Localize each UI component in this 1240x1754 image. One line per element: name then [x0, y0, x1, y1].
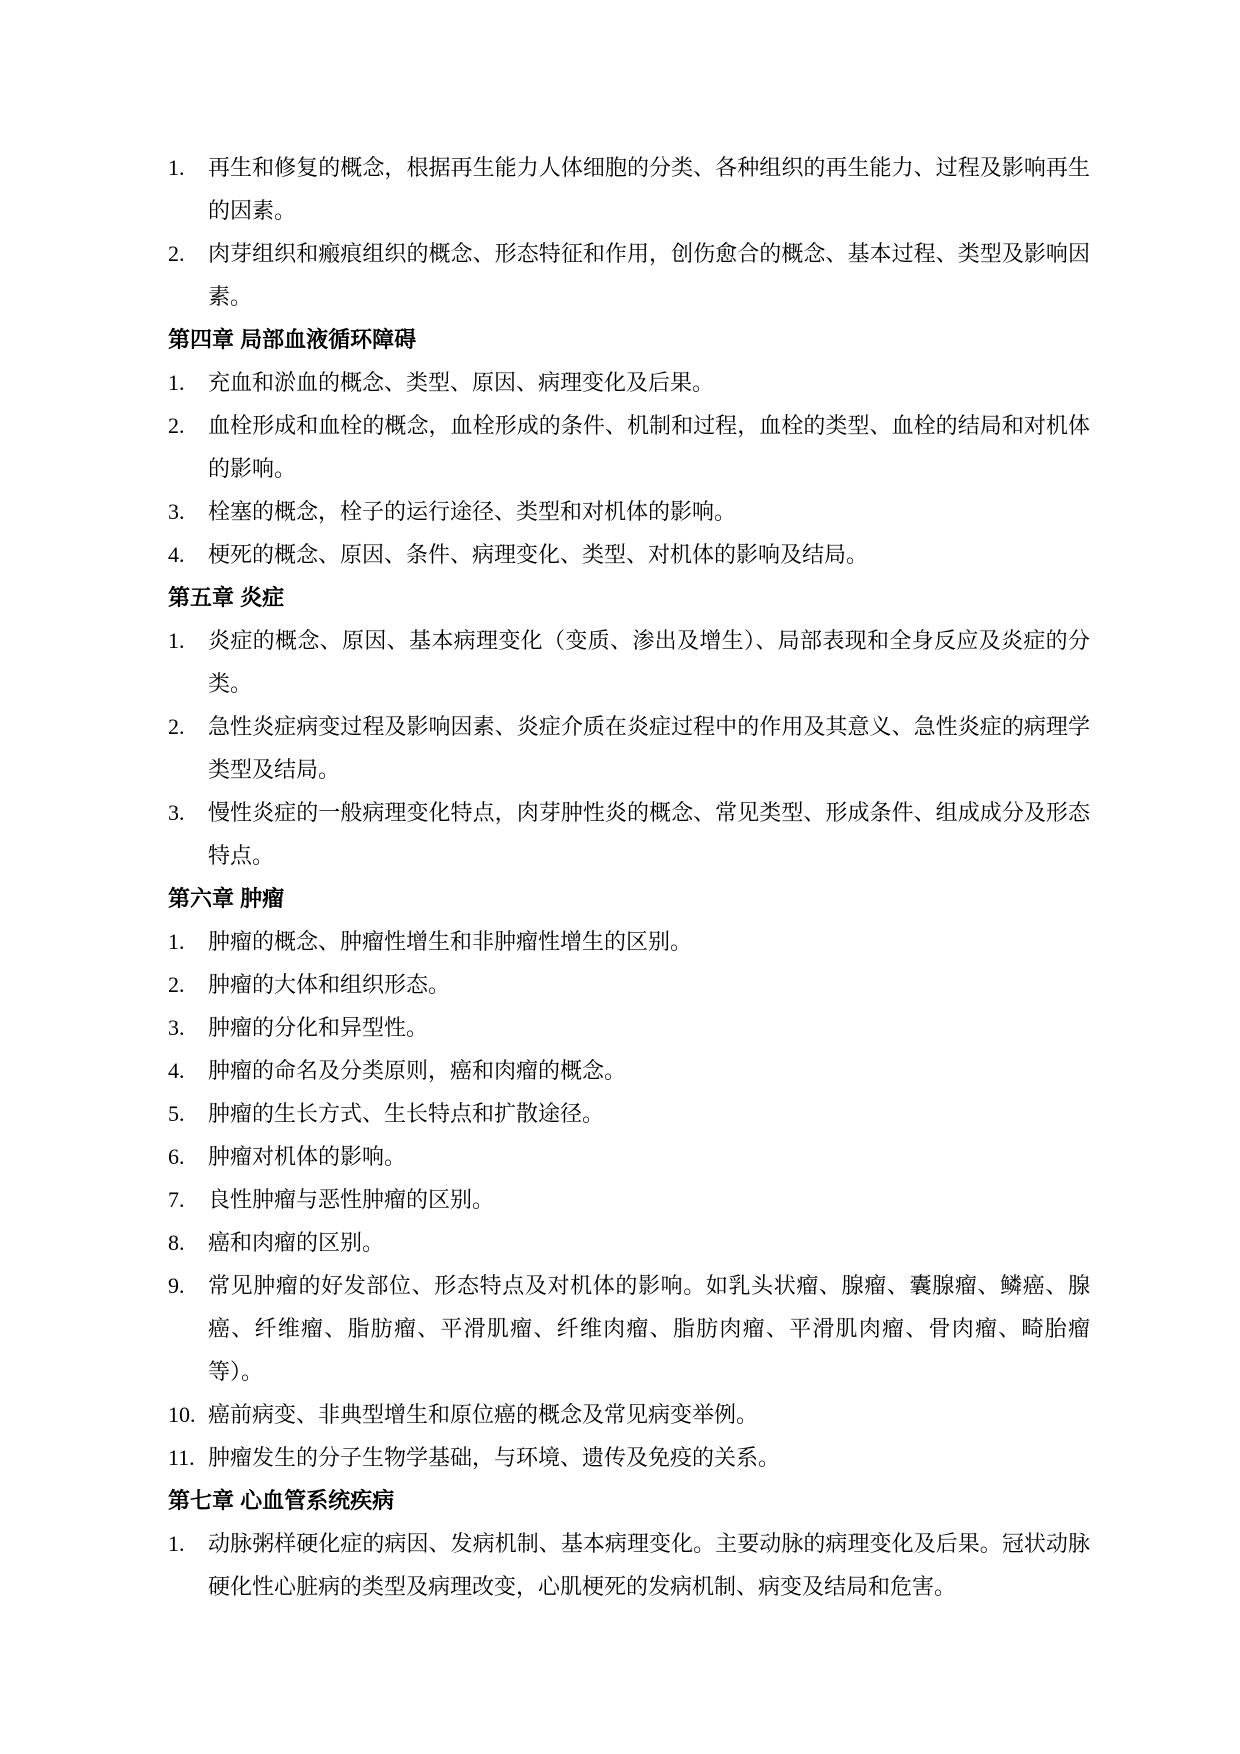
list-item [168, 1135, 1090, 1178]
item-text: 慢性炎症的一般病理变化特点，肉芽肿性炎的概念、常见类型、形成条件、组成成分及形态特点。 [208, 800, 1090, 868]
list-item [168, 1006, 1090, 1049]
chapter-heading: 第五章 炎症 [168, 585, 285, 610]
item-number: 2. [168, 714, 185, 739]
list-item [168, 146, 1090, 232]
item-number: 1. [168, 155, 185, 180]
list-item [168, 963, 1090, 1006]
list-item [168, 920, 1090, 963]
item-text: 再生和修复的概念，根据再生能力人体细胞的分类、各种组织的再生能力、过程及影响再生的因素。 [208, 155, 1090, 223]
item-text: 动脉粥样硬化症的病因、发病机制、基本病理变化。主要动脉的病理变化及后果。冠状动脉硬化性心脏病的类型及病理改变，心肌梗死的发病机制、病变及结局和危害。 [208, 1531, 1090, 1599]
item-number: 5. [168, 1101, 185, 1126]
list-item [168, 791, 1090, 877]
list-item [168, 1264, 1090, 1393]
item-text: 炎症的概念、原因、基本病理变化（变质、渗出及增生）、局部表现和全身反应及炎症的分类。 [208, 628, 1090, 696]
item-text: 肿瘤的概念、肿瘤性增生和非肿瘤性增生的区别。 [208, 929, 693, 954]
item-text: 良性肿瘤与恶性肿瘤的区别。 [208, 1187, 495, 1212]
item-number: 1. [168, 370, 185, 395]
list-item [168, 361, 1090, 404]
item-text: 肿瘤对机体的影响。 [208, 1144, 407, 1169]
chapter-heading: 第四章 局部血液循环障碍 [168, 327, 417, 352]
item-number: 3. [168, 499, 185, 524]
item-text: 充血和淤血的概念、类型、原因、病理变化及后果。 [208, 370, 715, 395]
item-text: 常见肿瘤的好发部位、形态特点及对机体的影响。如乳头状瘤、腺瘤、囊腺瘤、鳞癌、腺癌、纤维瘤、脂肪瘤、平滑肌瘤、纤维肉瘤、脂肪肉瘤、平滑肌肉瘤、骨肉瘤、畸胎瘤等）。 [208, 1273, 1090, 1384]
item-text: 肿瘤的命名及分类原则，癌和肉瘤的概念。 [208, 1058, 627, 1083]
list-item [168, 1393, 1090, 1436]
list-item [168, 1522, 1090, 1608]
list-item [168, 619, 1090, 705]
list-item [168, 490, 1090, 533]
list-item [168, 705, 1090, 791]
item-number: 3. [168, 1015, 185, 1040]
item-number: 4. [168, 1058, 185, 1083]
item-text: 肿瘤的大体和组织形态。 [208, 972, 451, 997]
item-number: 3. [168, 800, 185, 825]
item-text: 癌和肉瘤的区别。 [208, 1230, 385, 1255]
chapter-heading: 第六章 肿瘤 [168, 886, 285, 911]
list-item [168, 1092, 1090, 1135]
item-number: 1. [168, 929, 185, 954]
item-number: 4. [168, 542, 185, 567]
item-text: 癌前病变、非典型增生和原位癌的概念及常见病变举例。 [208, 1402, 759, 1427]
item-number: 2. [168, 972, 185, 997]
list-item [168, 1178, 1090, 1221]
list-item [168, 404, 1090, 490]
list-item [168, 1436, 1090, 1479]
item-text: 梗死的概念、原因、条件、病理变化、类型、对机体的影响及结局。 [208, 542, 869, 567]
item-number: 9. [168, 1273, 185, 1298]
item-number: 8. [168, 1230, 185, 1255]
item-number: 11. [168, 1445, 195, 1470]
list-item [168, 1221, 1090, 1264]
list-item [168, 1049, 1090, 1092]
item-text: 肿瘤发生的分子生物学基础，与环境、遗传及免疫的关系。 [208, 1445, 781, 1470]
item-number: 7. [168, 1187, 185, 1212]
list-item [168, 533, 1090, 576]
item-text: 肉芽组织和瘢痕组织的概念、形态特征和作用，创伤愈合的概念、基本过程、类型及影响因素。 [208, 241, 1090, 309]
list-item [168, 232, 1090, 318]
chapter-heading: 第七章 心血管系统疾病 [168, 1488, 395, 1513]
item-number: 1. [168, 628, 185, 653]
item-text: 急性炎症病变过程及影响因素、炎症介质在炎症过程中的作用及其意义、急性炎症的病理学类型及结局。 [208, 714, 1090, 782]
item-text: 栓塞的概念，栓子的运行途径、类型和对机体的影响。 [208, 499, 737, 524]
item-number: 10. [168, 1402, 196, 1427]
item-text: 血栓形成和血栓的概念，血栓形成的条件、机制和过程，血栓的类型、血栓的结局和对机体的影响。 [208, 413, 1090, 481]
item-number: 1. [168, 1531, 185, 1556]
item-number: 2. [168, 413, 185, 438]
item-number: 6. [168, 1144, 185, 1169]
item-number: 2. [168, 241, 185, 266]
item-text: 肿瘤的分化和异型性。 [208, 1015, 429, 1040]
item-text: 肿瘤的生长方式、生长特点和扩散途径。 [208, 1101, 605, 1126]
document-content [168, 146, 1090, 1608]
